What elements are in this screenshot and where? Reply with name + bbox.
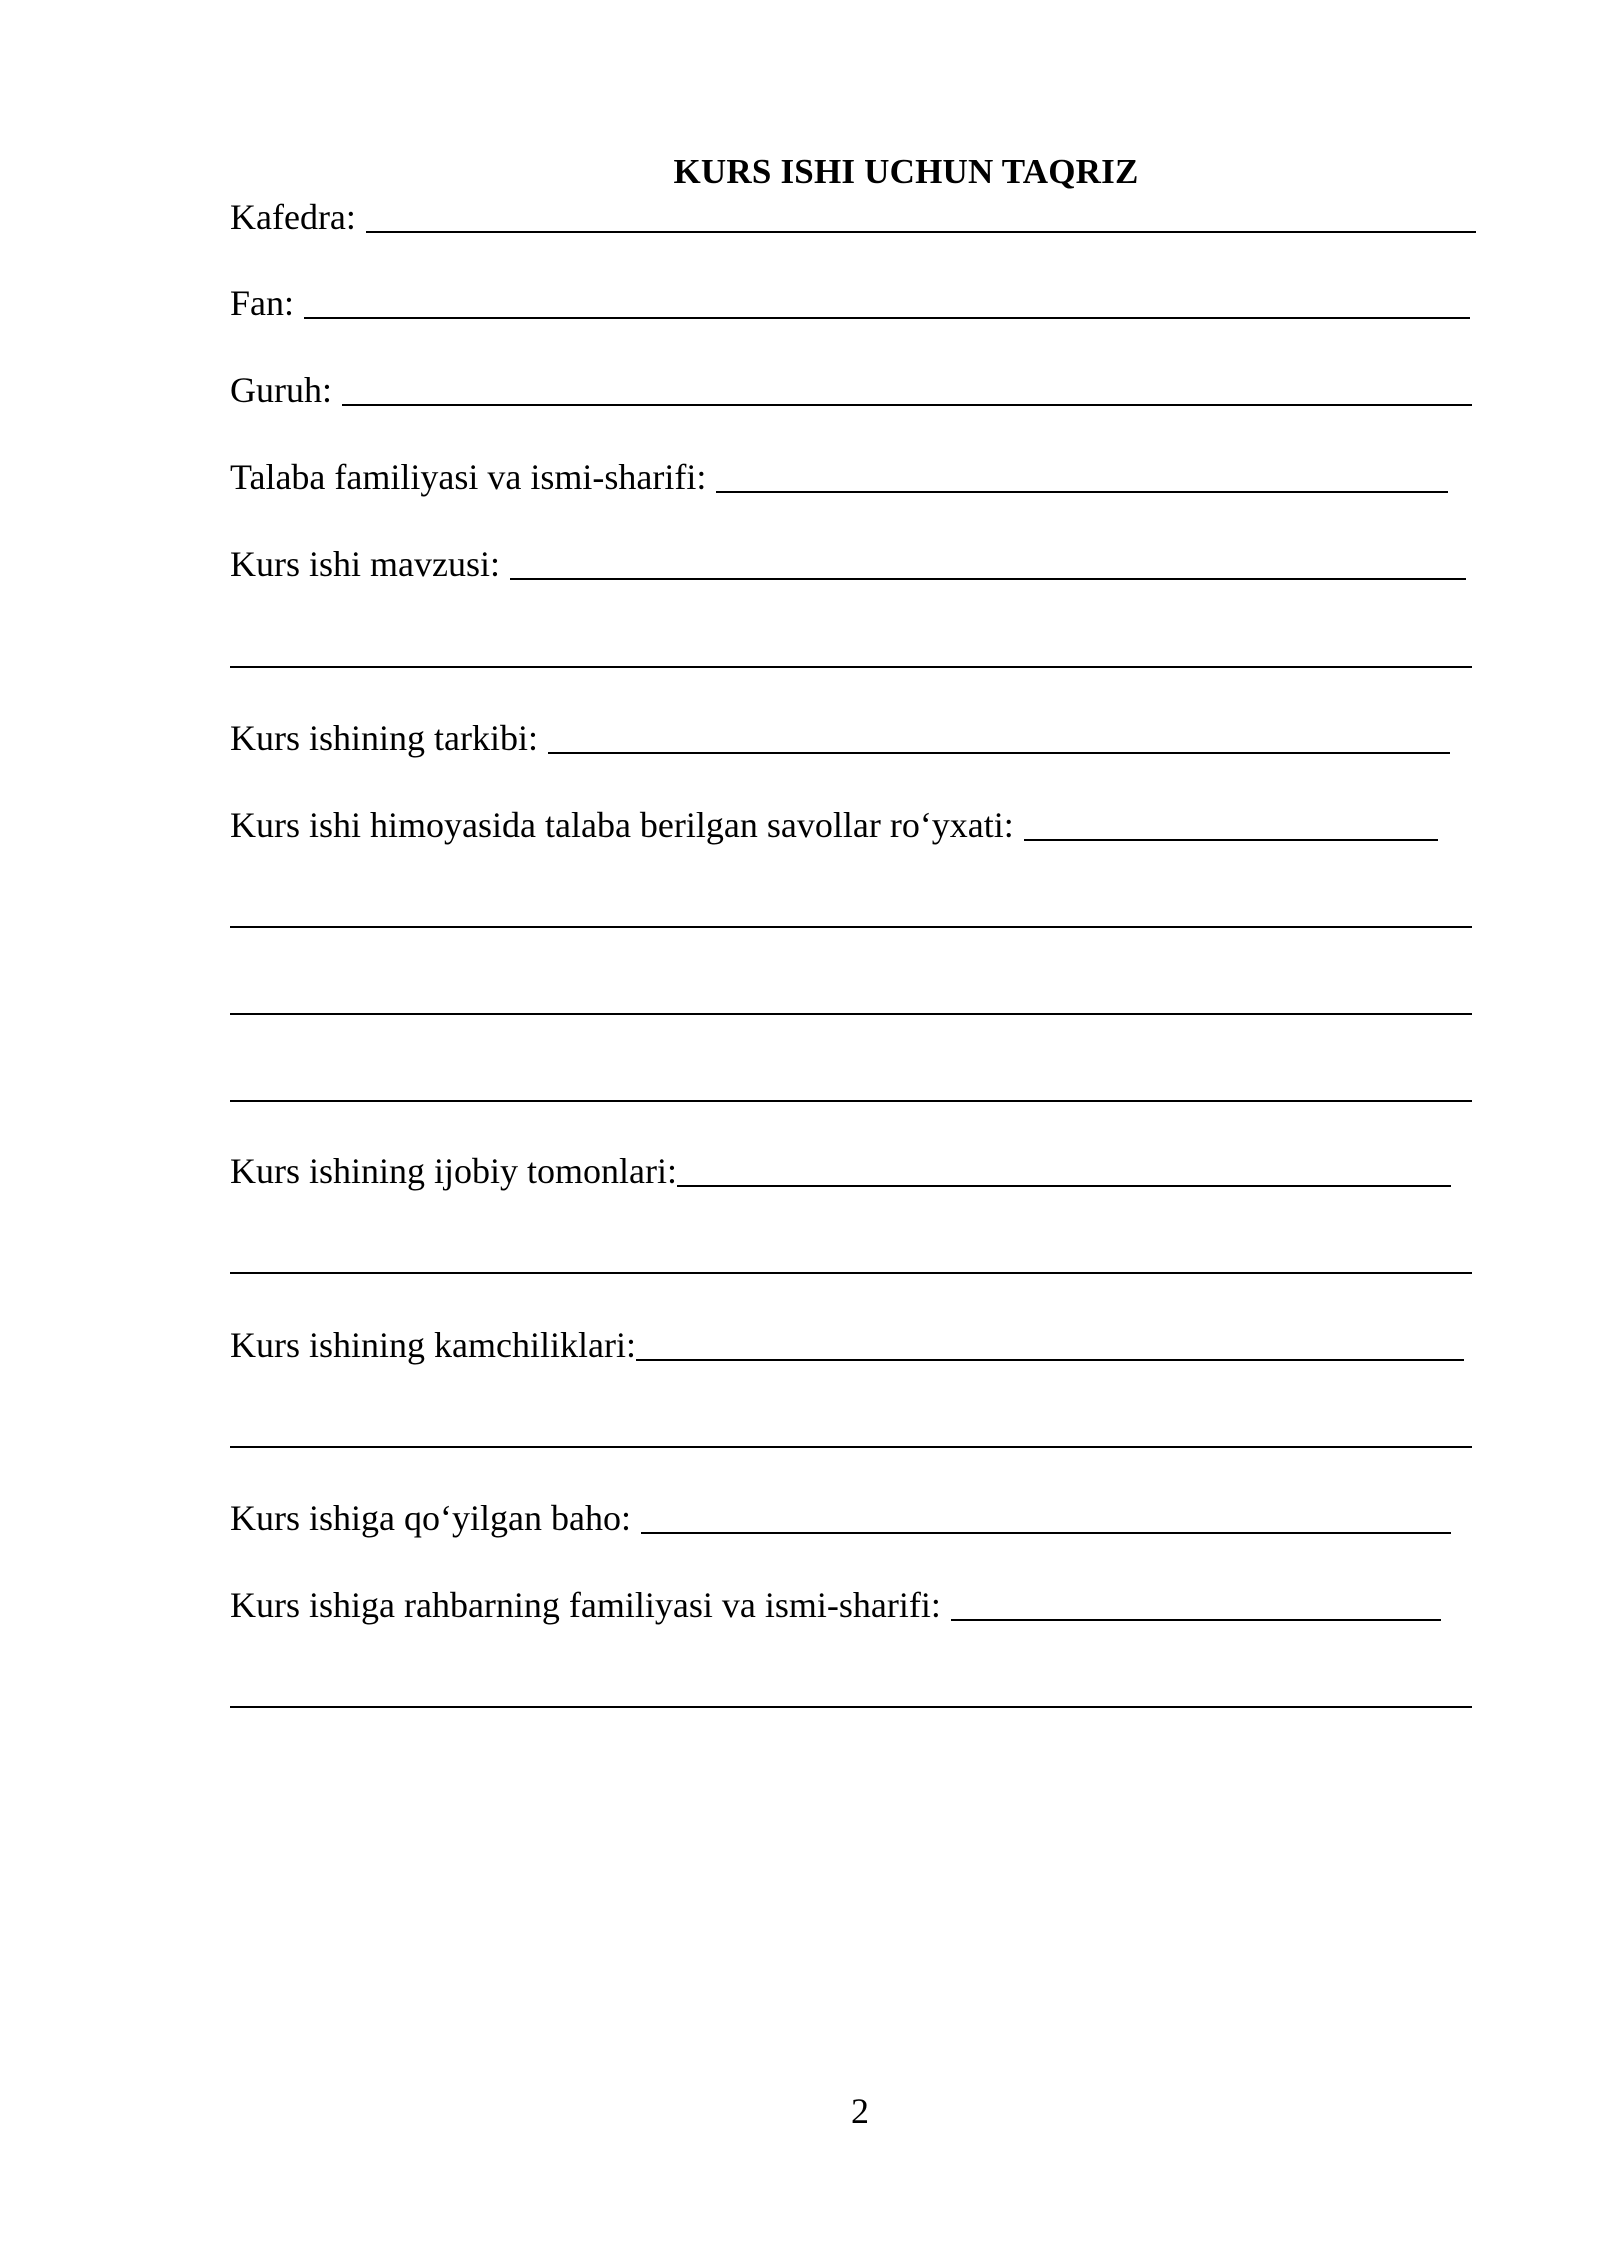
questions-label: Kurs ishi himoyasida talaba berilgan savollar ro‘yxati: bbox=[230, 805, 1014, 845]
student-name-blank[interactable] bbox=[716, 461, 1448, 493]
kafedra-field bbox=[230, 196, 1476, 238]
strengths-blank[interactable] bbox=[677, 1155, 1451, 1187]
supervisor-field bbox=[230, 1584, 1441, 1626]
topic-label: Kurs ishi mavzusi: bbox=[230, 544, 500, 584]
page-title: KURS ISHI UCHUN TAQRIZ bbox=[673, 152, 1139, 191]
kafedra-label: Kafedra: bbox=[230, 197, 356, 237]
strengths-label: Kurs ishining ijobiy tomonlari: bbox=[230, 1151, 677, 1191]
fan-blank[interactable] bbox=[304, 287, 1470, 319]
fan-field bbox=[230, 282, 1470, 324]
guruh-label: Guruh: bbox=[230, 370, 332, 410]
supervisor-blank[interactable] bbox=[951, 1589, 1441, 1621]
questions-line-2[interactable] bbox=[230, 1013, 1472, 1015]
grade-field bbox=[230, 1497, 1451, 1539]
topic-field bbox=[230, 543, 1466, 585]
strengths-continuation-line[interactable] bbox=[230, 1272, 1472, 1274]
supervisor-label: Kurs ishiga rahbarning familiyasi va ismi-sharifi: bbox=[230, 1585, 941, 1625]
grade-blank[interactable] bbox=[641, 1502, 1451, 1534]
kafedra-blank[interactable] bbox=[366, 201, 1476, 233]
student-name-field bbox=[230, 456, 1448, 498]
grade-label: Kurs ishiga qo‘yilgan baho: bbox=[230, 1498, 631, 1538]
fan-label: Fan: bbox=[230, 283, 295, 323]
topic-continuation-line[interactable] bbox=[230, 666, 1472, 668]
guruh-field bbox=[230, 369, 1472, 411]
structure-field bbox=[230, 717, 1450, 759]
guruh-blank[interactable] bbox=[342, 374, 1472, 406]
questions-line-3[interactable] bbox=[230, 1100, 1472, 1102]
questions-field bbox=[230, 804, 1438, 846]
weaknesses-field bbox=[230, 1324, 1464, 1366]
structure-label: Kurs ishining tarkibi: bbox=[230, 718, 538, 758]
student-name-label: Talaba familiyasi va ismi-sharifi: bbox=[230, 457, 707, 497]
weaknesses-label: Kurs ishining kamchiliklari: bbox=[230, 1325, 636, 1365]
supervisor-continuation-line[interactable] bbox=[230, 1706, 1472, 1708]
topic-blank[interactable] bbox=[510, 548, 1466, 580]
page-number: 2 bbox=[851, 2091, 869, 2131]
questions-line-1[interactable] bbox=[230, 926, 1472, 928]
structure-blank[interactable] bbox=[548, 722, 1450, 754]
weaknesses-blank[interactable] bbox=[636, 1329, 1464, 1361]
weaknesses-continuation-line[interactable] bbox=[230, 1446, 1472, 1448]
strengths-field bbox=[230, 1150, 1451, 1192]
questions-blank[interactable] bbox=[1024, 809, 1438, 841]
